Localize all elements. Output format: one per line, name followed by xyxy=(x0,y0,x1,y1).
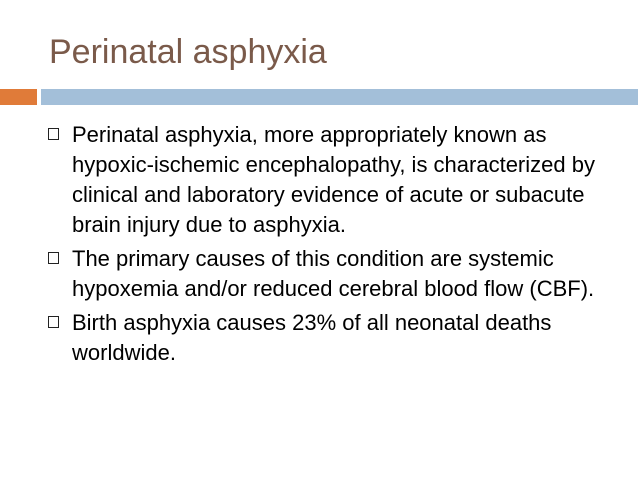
slide-title: Perinatal asphyxia xyxy=(49,33,327,71)
bullet-item xyxy=(44,308,624,368)
bullet-list xyxy=(44,120,624,372)
title-divider-bar xyxy=(41,89,638,105)
title-accent-bar xyxy=(0,89,37,105)
bullet-text: The primary causes of this condition are systemic hypoxemia and/or reduced cerebral blood flow (CBF). xyxy=(72,246,595,301)
square-bullet-icon xyxy=(48,128,59,140)
square-bullet-icon xyxy=(48,252,59,264)
square-bullet-icon xyxy=(48,316,59,328)
bullet-text: Perinatal asphyxia, more appropriately known as hypoxic-ischemic encephalopathy, is characterized by clinical and laboratory evidence of acute or subacute brain injury due to asphyxia. xyxy=(72,122,595,237)
bullet-item xyxy=(44,120,624,240)
bullet-text: Birth asphyxia causes 23% of all neonatal deaths worldwide. xyxy=(72,310,552,365)
bullet-item xyxy=(44,244,624,304)
